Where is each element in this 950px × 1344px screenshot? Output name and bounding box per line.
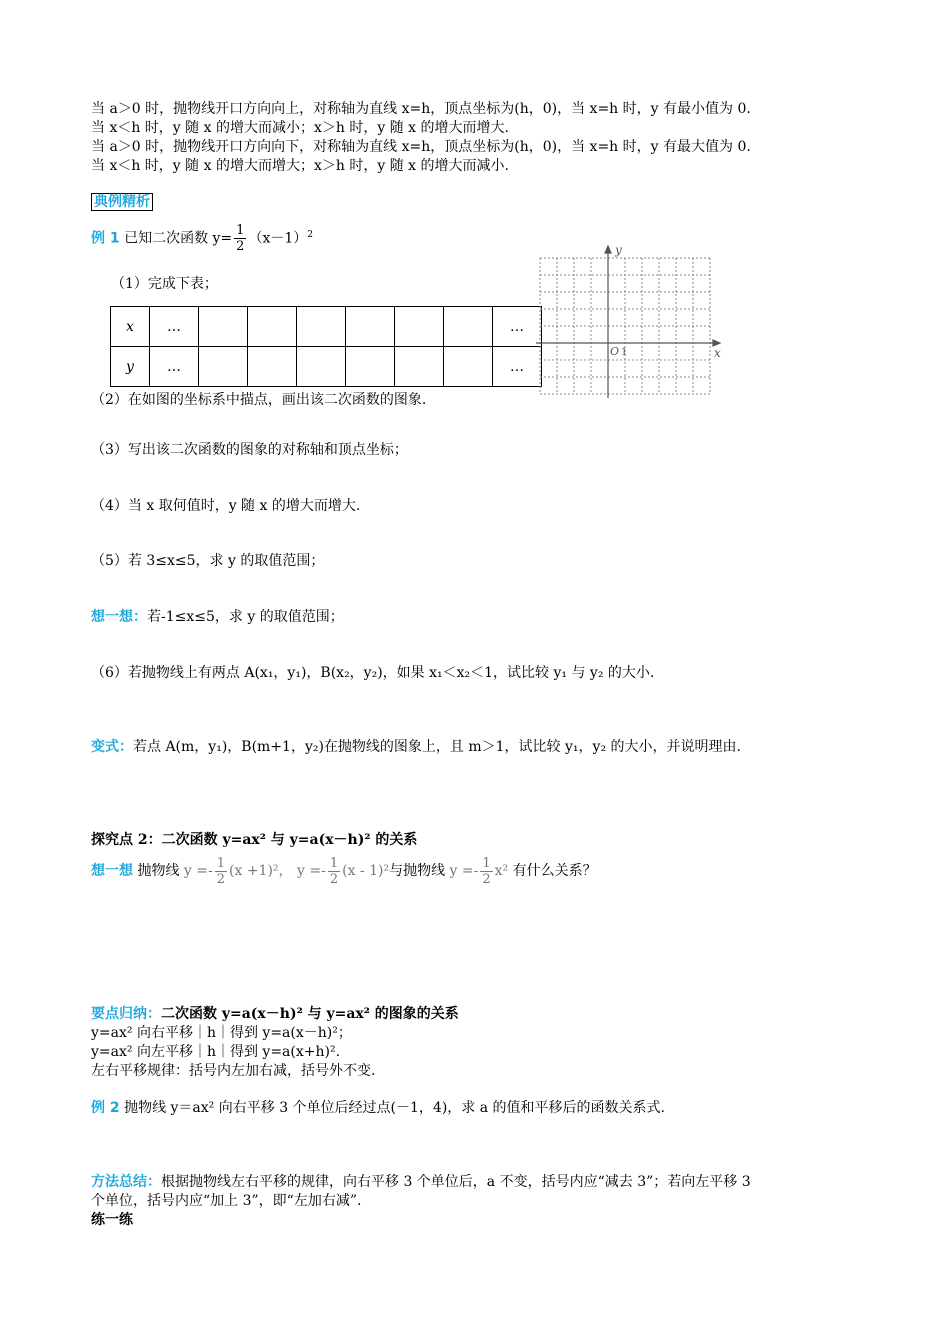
variant-text: 若点 A(m，y₁)，B(m+1，y₂)在抛物线的图象上，且 m＞1，试比较 y₁，y₂ 的大小，并说明理由. [133,739,741,755]
table-cell[interactable] [444,347,493,387]
table-cell: … [150,347,199,387]
intro-line-2: 当 x＜h 时，y 随 x 的增大而减小；x＞h 时，y 随 x 的增大而增大. [91,120,509,136]
table-row-x [111,307,542,347]
ex1-frac-den: 2 [236,239,245,255]
table-cell[interactable] [346,347,395,387]
keypoints-heading [91,1004,459,1024]
table-cell[interactable] [346,307,395,347]
keypoints-line-1: y=ax² 向右平移｜h｜得到 y=a(x－h)²； [91,1025,352,1041]
table-cell[interactable] [199,307,248,347]
formula-1-num: 1 [216,855,226,871]
formula-2-post: (x - 1)² [342,863,390,879]
graph-origin-label: O [610,345,620,358]
ex1-stem [91,218,313,256]
ex1-q4: （4）当 x 取何值时，y 随 x 的增大而增大. [91,498,361,514]
ex2-text: 抛物线 y＝ax² 向右平移 3 个单位后经过点(－1，4)，求 a 的值和平移后的函数关系式. [124,1100,665,1116]
table-cell: … [150,307,199,347]
graph-y-label: y [615,243,622,257]
section-title-label: 典例精析 [91,193,153,211]
ex1-q1: （1）完成下表； [111,276,218,292]
graph-x-label: x [714,346,721,360]
formula-3-pre: y =- [449,863,479,879]
ex1-exponent: 2 [307,230,313,240]
formula-2-pre: y =- [297,863,326,879]
explore2-think [91,852,597,890]
table-cell[interactable] [297,347,346,387]
table-cell: … [493,347,542,387]
ex1-fraction [234,223,246,254]
ex1-q6: （6）若抛物线上有两点 A(x₁，y₁)，B(x₂，y₂)，如果 x₁＜x₂＜1，试比较 y₁ 与 y₂ 的大小. [91,665,655,681]
method-line-1 [91,1172,751,1192]
value-table [110,306,542,387]
formula-2-den: 2 [329,871,339,887]
formula-3 [449,855,509,887]
section-title [91,192,153,212]
formula-1-den: 2 [216,871,226,887]
practice-heading: 练一练 [91,1212,133,1228]
formula-3-frac [480,856,492,887]
think-text: 若-1≤x≤5，求 y 的取值范围； [147,609,344,625]
think-label: 想一想： [91,609,147,625]
explore2-mid: 与抛物线 [389,863,446,879]
explore2-tail: 有什么关系？ [512,863,597,879]
keypoints-line-2: y=ax² 向左平移｜h｜得到 y=a(x+h)². [91,1044,341,1060]
ex1-stem-post: （x－1） [248,230,308,247]
formula-1 [183,855,293,887]
ex2-label: 例 2 [91,1100,120,1116]
ex1-frac-num: 1 [236,223,245,239]
table-cell[interactable] [248,307,297,347]
explore2-think-label: 想一想 [91,863,133,879]
method-text-1: 根据抛物线左右平移的规律，向右平移 3 个单位后，a 不变，括号内应“减去 3”；若向左平移 3 [161,1174,751,1190]
table-cell[interactable] [297,307,346,347]
intro-line-4: 当 x＜h 时，y 随 x 的增大而增大；x＞h 时，y 随 x 的增大而减小. [91,158,509,174]
table-row-y [111,347,542,387]
ex1-q5: （5）若 3≤x≤5，求 y 的取值范围； [91,553,325,569]
formula-1-frac [215,856,227,887]
table-header-x: x [111,307,150,347]
table-cell: … [493,307,542,347]
explore2-text-pre: 抛物线 [137,863,180,879]
table-cell[interactable] [395,307,444,347]
formula-1-pre: y =- [183,863,213,879]
graph-tick-1: 1 [621,347,628,358]
variant-label: 变式： [91,739,133,755]
keypoints-label: 要点归纳： [91,1006,161,1022]
ex1-stem-pre: 已知二次函数 y= [124,230,233,247]
table-header-y: y [111,347,150,387]
explore2-title: 探究点 2：二次函数 y=ax² 与 y=a(x－h)² 的关系 [91,832,418,848]
table-cell[interactable] [248,347,297,387]
formula-3-num: 1 [482,855,491,871]
formula-3-den: 2 [482,871,491,887]
coordinate-grid[interactable] [532,242,728,400]
keypoints-line-3: 左右平移规律：括号内左加右减，括号外不变. [91,1063,376,1079]
ex1-q2: （2）在如图的坐标系中描点，画出该二次函数的图象. [91,392,427,408]
table-cell[interactable] [199,347,248,387]
method-line-2: 个单位，括号内应“加上 3”，即“左加右减”. [91,1193,362,1209]
formula-2-frac [328,856,340,887]
ex1-variant [91,737,741,757]
ex2 [91,1098,665,1118]
table-cell[interactable] [444,307,493,347]
table-cell[interactable] [395,347,444,387]
ex1-think [91,607,344,627]
keypoints-title: 二次函数 y=a(x－h)² 与 y=ax² 的图象的关系 [161,1006,459,1022]
intro-line-1: 当 a＞0 时，抛物线开口方向向上，对称轴为直线 x=h，顶点坐标为(h，0)，当 x=h 时，y 有最小值为 0. [91,101,751,117]
ex1-label: 例 1 [91,230,120,247]
ex1-q3: （3）写出该二次函数的图象的对称轴和顶点坐标； [91,442,408,458]
intro-line-3: 当 a＞0 时，抛物线开口方向向下，对称轴为直线 x=h，顶点坐标为(h，0)，当 x=h 时，y 有最大值为 0. [91,139,751,155]
formula-2-num: 1 [329,855,339,871]
formula-2 [297,855,390,887]
formula-3-post: x² [494,863,509,879]
formula-1-post: (x +1)²， [229,863,293,879]
method-label: 方法总结： [91,1174,161,1190]
